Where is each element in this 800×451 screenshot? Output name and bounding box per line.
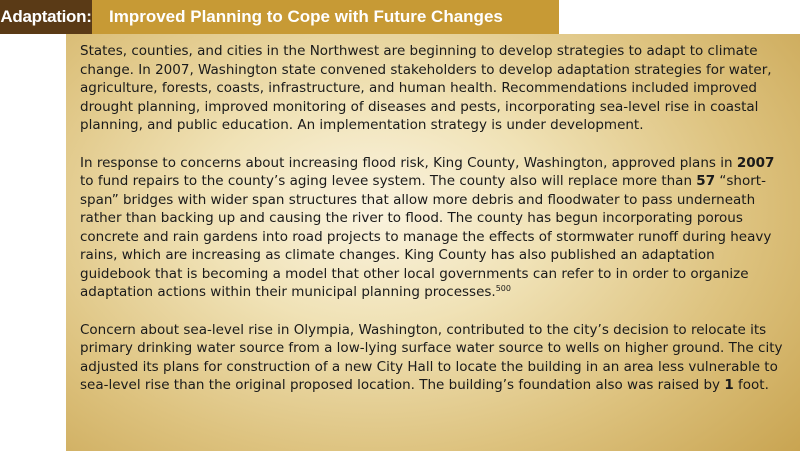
year-value: 2007 — [736, 154, 775, 171]
foundation-raise-value: 1 — [724, 377, 734, 393]
footnote-reference: 500 — [495, 284, 511, 293]
content-panel — [66, 34, 800, 451]
paragraph-text: foot. — [733, 377, 769, 393]
paragraph-text: Concern about sea-level rise in Olympia, Washington, contributed to the city’s decision to relocate its primary drinking water source from a low-lying surface water source to wells on higher ground. The city adjusted its plans for construction of a new City Hall to locate the building in an area less vulnerable to sea-level rise than the original proposed location. The building’s foundation also was raised by — [80, 321, 783, 393]
paragraph-king-county — [80, 154, 784, 302]
section-title: Improved Planning to Cope with Future Changes — [92, 0, 559, 34]
paragraph-text: “short-span” bridges with wider span structures that allow more debris and floodwater to pass underneath rather than backing up and causing the river to flood. The county has begun incorporating porous concrete and rain gardens into road projects to manage the effects of stormwater runoff during heavy rains, which are increasing as climate changes. King County has also published an adaptation guidebook that is becoming a model that other local governments can refer to in order to organize adaptation actions within their municipal planning processes. — [80, 173, 772, 300]
paragraph-statewide-strategies: States, counties, and cities in the Northwest are beginning to develop strategies to adapt to climate change. In 2007, Washington state convened stakeholders to develop adaptation strategies for water, agriculture, forests, coasts, infrastructure, and human health. Recommendations included improved drought planning, improved monitoring of diseases and pests, incorporating sea-level rise in coastal planning, and public education. An implementation strategy is under development. — [80, 43, 772, 133]
paragraph-text: In response to concerns about increasing flood risk, King County, Washington, approved plans in — [80, 154, 737, 171]
section-tag: Adaptation: — [0, 0, 92, 34]
paragraph-olympia — [80, 321, 784, 395]
section-header — [0, 0, 559, 34]
bridge-count: 57 — [696, 173, 716, 189]
paragraph-text: to fund repairs to the county’s aging levee system. The county also will replace more than — [80, 173, 697, 189]
